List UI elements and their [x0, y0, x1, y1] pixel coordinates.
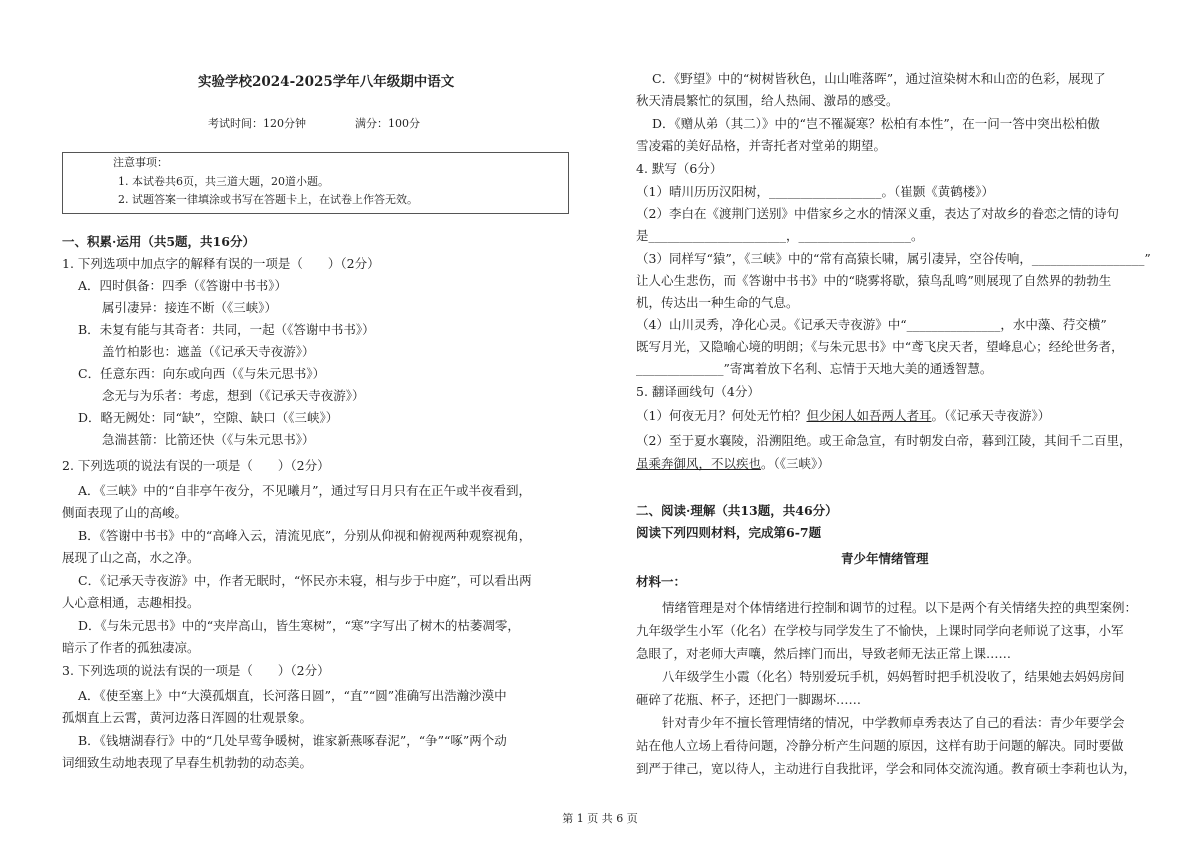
reading-instruction: 阅读下列四则材料，完成第6-7题: [636, 525, 822, 540]
fill-blank: （2）李白在《渡荆门送别》中借家乡之水的情深义重，表达了对故乡的眷恋之情的诗句: [636, 206, 1119, 221]
section-heading: 二、阅读·理解（共13题，共46分）: [636, 503, 838, 518]
material-text: 站在他人立场上看待问题，冷静分析产生问题的原因，这样有助于问题的解决。同时要做: [636, 738, 1124, 753]
material-text: 八年级学生小霞（化名）特别爱玩手机，妈妈暂时把手机没收了，结果她去妈妈房间: [662, 669, 1125, 684]
question-stem: 3. 下列选项的说法有误的一项是（ ）（2分）: [62, 663, 330, 678]
sentence-text: 。（《记承天寺夜游》）: [931, 408, 1051, 423]
underlined-sentence: 虽乘奔御风，不以疾也: [636, 456, 762, 471]
sentence-text: 。（《三峡》）: [761, 456, 830, 471]
option: 急湍甚箭：比箭还快（《与朱元思书》）: [102, 432, 315, 447]
material-text: 急眼了，对老师大声嚷，然后摔门而出，导致老师无法正常上课……: [636, 646, 1012, 661]
fill-blank: 让人心生悲伤，而《答谢中书书》中的“晓雾将歇，猿鸟乱鸣”则展现了自然界的勃勃生: [636, 273, 1112, 288]
option: 暗示了作者的孤独凄凉。: [62, 640, 200, 655]
option: D．《与朱元思书》中的“夹岸高山，皆生寒树”，“寒”字写出了树木的枯萎凋零，: [78, 618, 520, 633]
exam-time: 考试时间：120分钟: [208, 117, 306, 130]
question-stem: 5. 翻译画线句（4分）: [636, 384, 760, 399]
fill-blank: 机，传达出一种生命的气息。: [636, 295, 799, 310]
material-label: 材料一：: [636, 574, 687, 589]
translate-sentence: [636, 407, 1050, 425]
fill-blank: （4）山川灵秀，净化心灵。《记承天寺夜游》中“_______________，水中藻、荇交横”: [636, 317, 1107, 332]
option: A．四时俱备：四季（《答谢中书书》）: [78, 278, 288, 293]
material-text: 到严于律己，宽以待人，主动进行自我批评，学会和同体交流沟通。教育硕士李莉也认为，: [636, 761, 1137, 776]
notice-heading: 注意事项：: [113, 156, 168, 169]
option: B．未复有能与其奇者：共同，一起（《答谢中书书》）: [78, 322, 375, 337]
option: D．略无阙处：同“缺”，空隙、缺口（《三峡》）: [78, 410, 339, 425]
translate-sentence: [636, 455, 830, 473]
notice-item: 1. 本试卷共6页，共三道大题，20道小题。: [118, 175, 329, 188]
question-stem: 2. 下列选项的说法有误的一项是（ ）（2分）: [62, 458, 330, 473]
section-heading: 一、积累·运用（共5题，共16分）: [62, 234, 255, 249]
option: 雪凌霜的美好品格，并寄托者对堂弟的期望。: [636, 138, 887, 153]
question-stem: 4. 默写（6分）: [636, 161, 723, 176]
question-stem: 1. 下列选项中加点字的解释有误的一项是（ ）（2分）: [62, 256, 380, 271]
option: 人心意相通，志趣相投。: [62, 595, 200, 610]
option: A．《三峡》中的“自非亭午夜分，不见曦月”，通过写日月只有在正午或半夜看到，: [78, 483, 532, 498]
exam-title: 实验学校2024-2025学年八年级期中语文: [198, 74, 455, 90]
option: C．《野望》中的“树树皆秋色，山山唯落晖”，通过渲染树木和山峦的色彩，展现了: [652, 71, 1106, 86]
notice-item: 2. 试题答案一律填涂或书写在答题卡上，在试卷上作答无效。: [118, 193, 418, 206]
full-score: 满分：100分: [355, 117, 420, 130]
material-text: 情绪管理是对个体情绪进行控制和调节的过程。以下是两个有关情绪失控的典型案例：: [662, 600, 1138, 615]
option: D．《赠从弟（其二）》中的“岂不罹凝寒？松柏有本性”，在一问一答中突出松柏傲: [652, 116, 1100, 131]
option: 秋天清晨繁忙的氛围，给人热闹、激昂的感受。: [636, 93, 899, 108]
option: A．《使至塞上》中“大漠孤烟直，长河落日圆”，“直”“圆”准确写出浩瀚沙漠中: [78, 688, 507, 703]
notice-box: [62, 152, 569, 214]
option: 念无与为乐者：考虑，想到（《记承天寺夜游》）: [102, 388, 365, 403]
option: C．任意东西：向东或向西（《与朱元思书》）: [78, 366, 326, 381]
option: 盖竹柏影也：遮盖（《记承天寺夜游》）: [102, 344, 315, 359]
material-text: 砸碎了花瓶、杯子，还把门一脚踢坏……: [636, 692, 862, 707]
passage-title: 青少年情绪管理: [841, 551, 929, 566]
material-text: 九年级学生小军（化名）在学校与同学发生了不愉快，上课时同学向老师说了这事，小军: [636, 623, 1124, 638]
underlined-sentence: 但少闲人如吾两人者耳: [806, 408, 932, 423]
fill-blank: 既写月光，又隐喻心境的明朗；《与朱元思书》中“鸢飞戾天者，望峰息心；经纶世务者，: [636, 339, 1124, 354]
option: B．《钱塘湖春行》中的“几处早莺争暖树，谁家新燕啄春泥”，“争”“啄”两个动: [78, 733, 507, 748]
option: B．《答谢中书书》中的“高峰入云，清流见底”，分别从仰视和俯视两种观察视角，: [78, 528, 532, 543]
option: 侧面表现了山的高峻。: [62, 505, 188, 520]
option: 展现了山之高，水之净。: [62, 550, 200, 565]
page-footer: 第 1 页 共 6 页: [562, 812, 638, 825]
option: 孤烟直上云霄，黄河边落日浑圆的壮观景象。: [62, 710, 313, 725]
option: C．《记承天寺夜游》中，作者无眠时，“怀民亦未寝，相与步于中庭”，可以看出两: [78, 573, 532, 588]
sentence-text: （1）何夜无月？何处无竹柏？: [636, 408, 807, 423]
fill-blank: 是______________________，__________________。: [636, 228, 924, 243]
option: 属引凄异：接连不断（《三峡》）: [102, 300, 278, 315]
fill-blank: ______________”寄寓着放下名利、忘情于天地大美的通透智慧。: [636, 361, 993, 376]
option: 词细致生动地表现了早春生机勃勃的动态美。: [62, 755, 313, 770]
translate-sentence: （2）至于夏水襄陵，沿溯阻绝。或王命急宣，有时朝发白帝，暮到江陵，其间千二百里，: [636, 433, 1132, 448]
material-text: 针对青少年不擅长管理情绪的情况，中学教师卓秀表达了自己的看法：青少年要学会: [662, 715, 1125, 730]
fill-blank: （3）同样写“猿”，《三峡》中的“常有高猿长啸，属引凄异，空谷传响，__________________”: [636, 251, 1151, 266]
fill-blank: （1）晴川历历汉阳树，__________________。（崔颢《黄鹤楼》）: [636, 184, 994, 199]
